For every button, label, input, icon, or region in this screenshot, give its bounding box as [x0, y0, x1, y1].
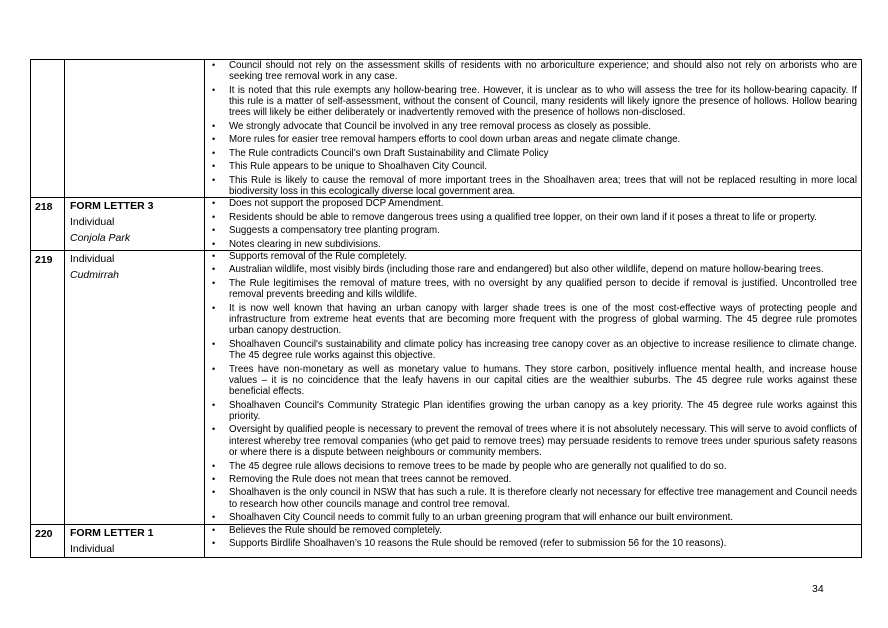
page-number: 34	[812, 583, 824, 595]
comment-point: • We strongly advocate that Council be involved in any tree removal process as closely as possible.	[205, 121, 857, 132]
submission-number: 219	[35, 254, 53, 266]
submitter-line: FORM LETTER 3	[70, 200, 154, 213]
comments-cell	[205, 524, 862, 557]
comment-point: • Supports Birdlife Shoalhaven’s 10 reasons the Rule should be removed (refer to submission 56 for the 10 reasons).	[205, 538, 857, 549]
comment-point: • This Rule is likely to cause the removal of more important trees in the Shoalhaven area; trees that will not be replaced resulting in more local biodiversity loss in this ecologically diverse local government area.	[205, 175, 857, 198]
comment-point: • Supports removal of the Rule completely.	[205, 251, 857, 262]
submission-row	[31, 524, 862, 557]
comment-point: • Suggests a compensatory tree planting program.	[205, 225, 857, 236]
comment-point: • It is now well known that having an urban canopy with larger shade trees is one of the most cost-effective ways of protecting people and infrastructure from extreme heat events that are becoming more frequent with the progress of global warming. The 45 degree rule promotes urban canopy destruction.	[205, 303, 857, 337]
submission-number: 218	[35, 201, 53, 214]
submitter-cell	[65, 251, 205, 525]
comments-cell	[205, 251, 862, 525]
comment-list	[205, 251, 861, 524]
comment-point: • Does not support the proposed DCP Amendment.	[205, 198, 857, 209]
submission-number: 220	[35, 527, 53, 540]
comment-point: • Notes clearing in new subdivisions.	[205, 239, 857, 250]
comment-point: • This Rule appears to be unique to Shoalhaven City Council.	[205, 161, 857, 172]
comment-point: • The 45 degree rule allows decisions to remove trees to be made by people who are generally not qualified to do so.	[205, 461, 857, 472]
submission-number-cell	[31, 60, 65, 198]
submitter-line: FORM LETTER 1	[70, 526, 154, 539]
submitter-line: Conjola Park	[70, 232, 131, 245]
comment-point: • The Rule legitimises the removal of mature trees, with no oversight by any qualified person to decide if removal is justified. Uncontrolled tree removal prevents breeding and kills wildlife.	[205, 278, 857, 301]
submission-row	[31, 60, 862, 198]
submitter-line: Individual	[70, 542, 115, 555]
comment-point: • Trees have non-monetary as well as monetary value to humans. They store carbon, positively influence mental health, and increase house values – it is no coincidence that the leafy havens in our capital cities are the wealthier suburbs. The 45 degree rule works against these beneficial effects.	[205, 364, 857, 398]
comments-cell	[205, 198, 862, 251]
submissions-table	[30, 59, 862, 558]
comment-point: • Removing the Rule does not mean that trees cannot be removed.	[205, 474, 857, 485]
comment-point: • More rules for easier tree removal hampers efforts to cool down urban areas and negate climate change.	[205, 134, 857, 145]
comment-point: • Shoalhaven is the only council in NSW that has such a rule. It is therefore clearly not necessary for effective tree management and Council needs to research how other councils manage and control tree removal.	[205, 487, 857, 510]
comment-list	[205, 198, 861, 250]
submitter-cell	[65, 198, 205, 251]
submission-row	[31, 198, 862, 251]
submitter-line: Individual	[70, 253, 115, 265]
comment-point: • Shoalhaven City Council needs to commit fully to an urban greening program that will enhance our built environment.	[205, 512, 857, 523]
comment-point: • Australian wildlife, most visibly birds (including those rare and endangered) but also other wildlife, depend on mature hollow-bearing trees.	[205, 264, 857, 275]
submission-number-cell	[31, 198, 65, 251]
submission-number-cell	[31, 524, 65, 557]
comment-point: • Shoalhaven Council's sustainability and climate policy has increasing tree canopy cover as an objective to increase resilience to climate change. The 45 degree rule works against this objective.	[205, 339, 857, 362]
comments-cell	[205, 60, 862, 198]
submission-number	[31, 60, 64, 62]
submitter-line: Individual	[70, 216, 115, 229]
comment-point: • It is noted that this rule exempts any hollow-bearing tree. However, it is unclear as to who will assess the tree for its hollow-bearing capacity. If this rule is a matter of self-assessment, without the consent of Council, many residents will likely ignore the presence of hollows. Hollow bearing trees will likely be either deliberately or inadvertently removed with the presence of hollows non-disclosed.	[205, 85, 857, 119]
comment-point: • Residents should be able to remove dangerous trees using a qualified tree lopper, on their own land if it poses a threat to life or property.	[205, 212, 857, 223]
submission-number-cell	[31, 251, 65, 525]
comment-point: • Shoalhaven Council's Community Strategic Plan identifies growing the urban canopy as a key priority. The 45 degree rule works against this priority.	[205, 400, 857, 423]
comment-point: • The Rule contradicts Council’s own Draft Sustainability and Climate Policy	[205, 148, 857, 159]
submitter-cell	[65, 524, 205, 557]
submitter-cell	[65, 60, 205, 198]
submissions-table-body	[31, 60, 862, 558]
comment-list	[205, 525, 861, 550]
submission-row	[31, 251, 862, 525]
comment-point: • Oversight by qualified people is necessary to prevent the removal of trees where it is not absolutely necessary. This will serve to avoid conflicts of interest whereby tree removal companies (who get paid to remove trees) may persuade residents to remove trees under spurious safety reasons or where there is a dispute between neighbours or community members.	[205, 424, 857, 458]
comment-point: • Council should not rely on the assessment skills of residents with no arboriculture experience; and should also not rely on arborists who are seeking tree removal work in any case.	[205, 60, 857, 83]
comment-list	[205, 60, 861, 197]
comment-point: • Believes the Rule should be removed completely.	[205, 525, 857, 536]
submitter-line: Cudmirrah	[70, 269, 120, 281]
